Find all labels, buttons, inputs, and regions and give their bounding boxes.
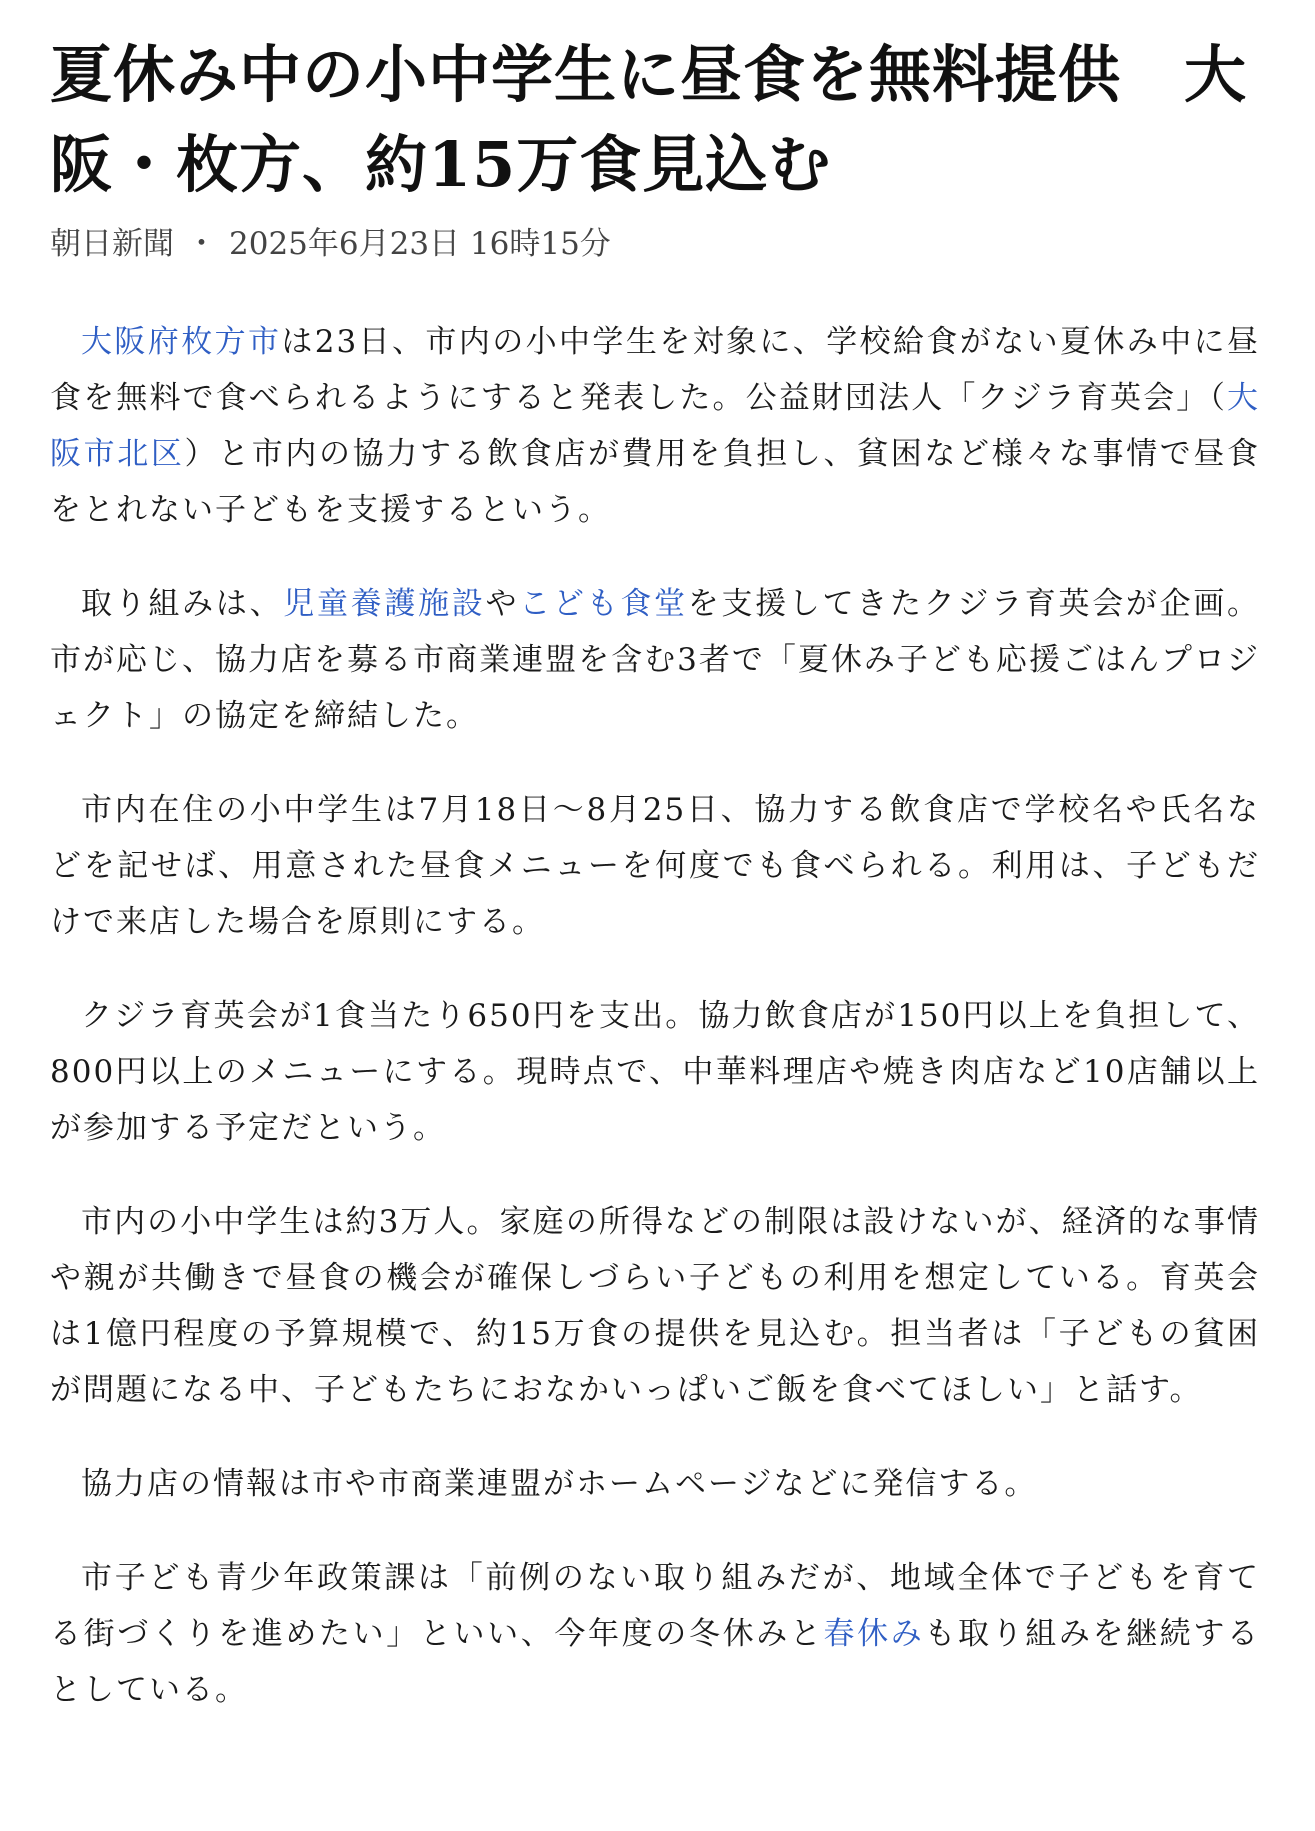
article-paragraph [50, 988, 1260, 1156]
paragraph-text: ）と市内の協力する飲食店が費用を負担し、貧困など様々な事情で昼食をとれない子どもを支援するという。 [50, 436, 1260, 528]
paragraph-text: 市内の小中学生は約3万人。家庭の所得などの制限は設けないが、経済的な事情や親が共働きで昼食の機会が確保しづらい子どもの利用を想定している。育英会は1億円程度の予算規模で、約15万食の提供を見込む。担当者は「子どもの貧困が問題になる中、子どもたちにおなかいっぱいご飯を食べてほしい」と話す。 [50, 1204, 1260, 1408]
paragraph-text: は23日、市内の小中学生を対象に、学校給食がない夏休み中に昼食を無料で食べられるようにすると発表した。公益財団法人「クジラ育英会」（ [50, 324, 1260, 416]
article-paragraph [50, 314, 1260, 538]
paragraph-text: を支援してきたクジラ育英会が企画。市が応じ、協力店を募る市商業連盟を含む3者で「夏休み子ども応援ごはんプロジェクト」の協定を締結した。 [50, 586, 1261, 734]
byline [50, 222, 1260, 266]
article-body [50, 314, 1260, 1718]
inline-link[interactable]: こども食堂 [519, 586, 688, 622]
byline-datetime: 2025年6月23日 16時15分 [229, 226, 611, 262]
paragraph-text: 協力店の情報は市や市商業連盟がホームページなどに発信する。 [81, 1466, 1038, 1502]
byline-source: 朝日新聞 [50, 226, 174, 262]
inline-link[interactable]: 大阪府枚方市 [81, 324, 282, 360]
article-paragraph [50, 1456, 1260, 1512]
paragraph-text: 取り組みは、 [81, 586, 284, 622]
paragraph-text: も取り組みを継続するとしている。 [50, 1616, 1261, 1708]
article-paragraph [50, 1550, 1260, 1718]
byline-separator: ・ [186, 226, 217, 262]
article-paragraph [50, 782, 1260, 950]
inline-link[interactable]: 児童養護施設 [283, 586, 486, 622]
inline-link[interactable]: 春休み [823, 1616, 925, 1652]
paragraph-text: 市内在住の小中学生は7月18日～8月25日、協力する飲食店で学校名や氏名などを記せば、用意された昼食メニューを何度でも食べられる。利用は、子どもだけで来店した場合を原則にする。 [50, 792, 1260, 940]
paragraph-text: クジラ育英会が1食当たり650円を支出。協力飲食店が150円以上を負担して、800円以上のメニューにする。現時点で、中華料理店や焼き肉店など10店舗以上が参加する予定だという。 [50, 998, 1260, 1146]
article [50, 30, 1260, 1756]
paragraph-text: や [485, 586, 520, 622]
headline: 夏休み中の小中学生に昼食を無料提供 大阪・枚方、約15万食見込む [50, 38, 1248, 201]
inline-link[interactable]: 大阪市北区 [50, 380, 1260, 472]
article-paragraph [50, 576, 1260, 744]
paragraph-text: 市子ども青少年政策課は「前例のない取り組みだが、地域全体で子どもを育てる街づくりを進めたい」といい、今年度の冬休みと [50, 1560, 1260, 1652]
article-paragraph [50, 1194, 1260, 1418]
